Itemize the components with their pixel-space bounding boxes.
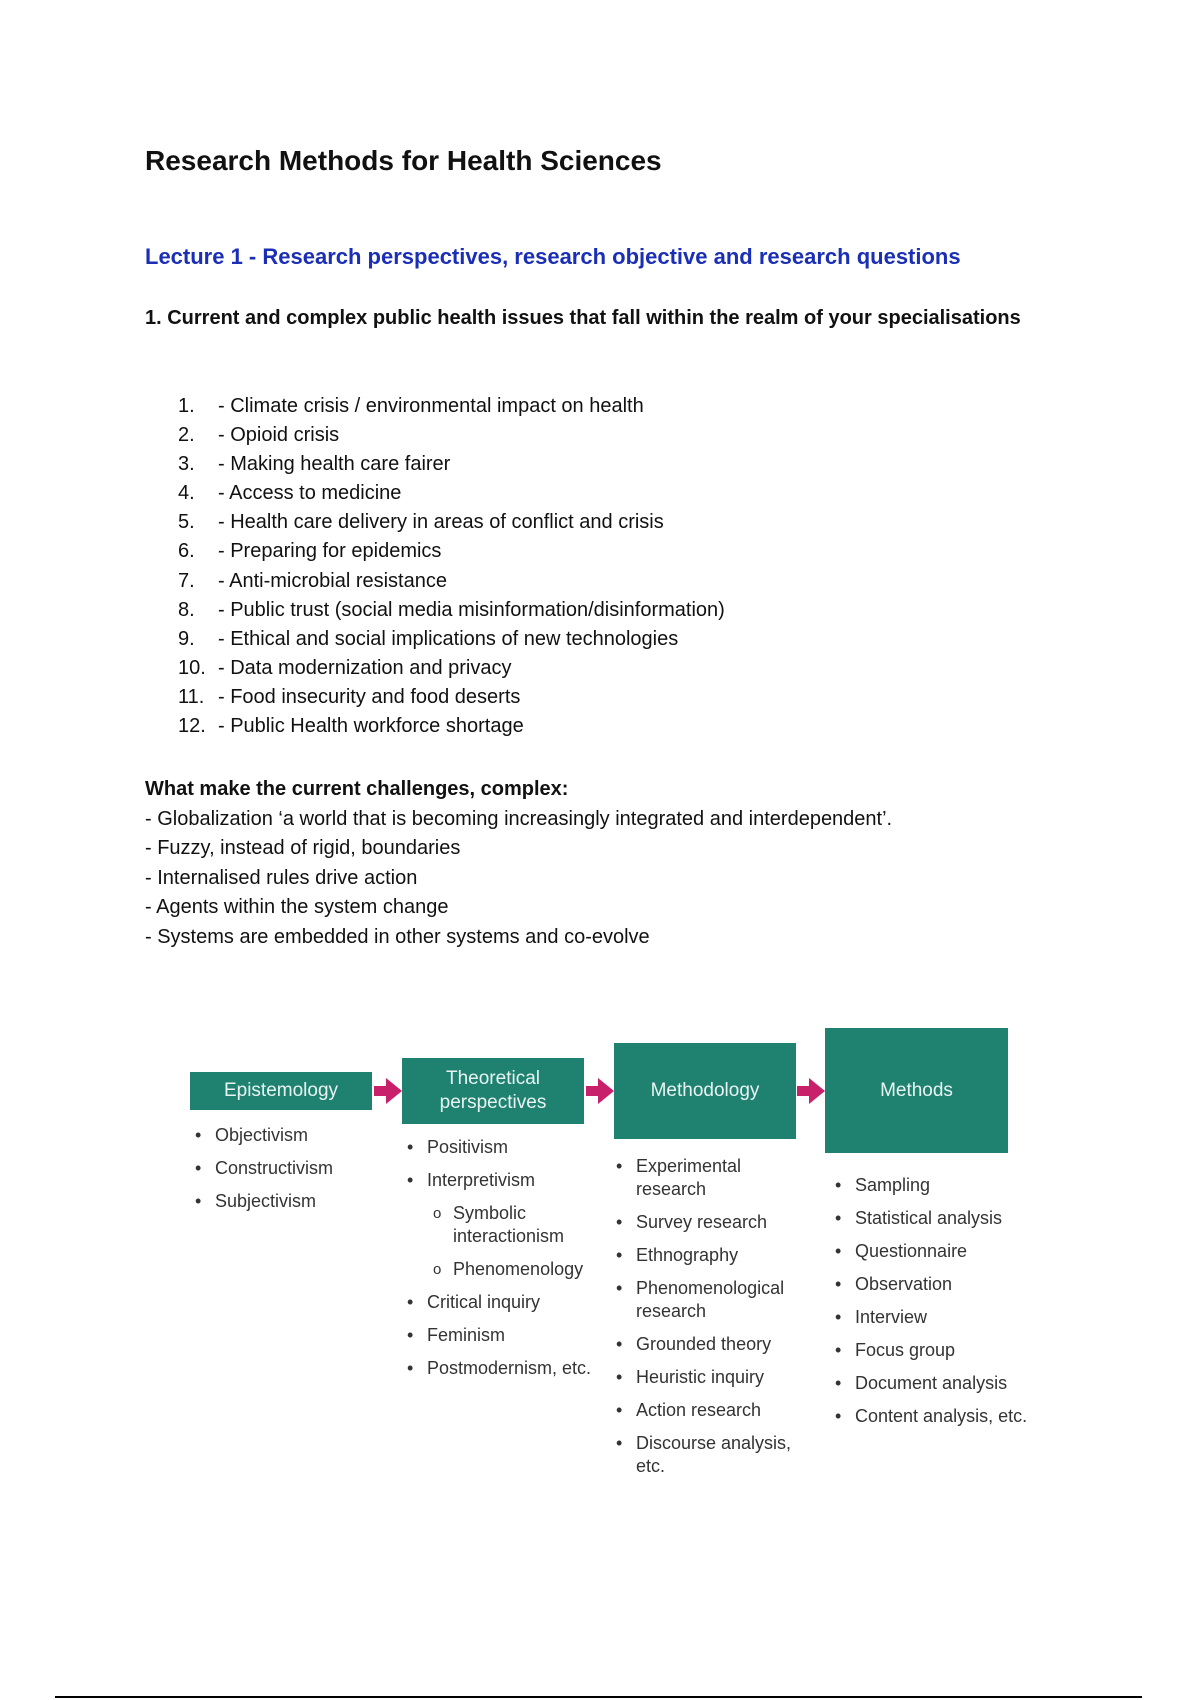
list-item: • Objectivism — [193, 1124, 393, 1147]
list-text: - Making health care fairer — [218, 453, 451, 476]
list-item — [178, 654, 725, 683]
complexity-section — [145, 775, 892, 952]
list-item: • Interpretivism — [405, 1169, 605, 1192]
list-item: • Positivism — [405, 1136, 605, 1159]
list-item: • Questionnaire — [833, 1240, 1033, 1263]
methods-box: Methods — [825, 1028, 1008, 1153]
list-item: • Subjectivism — [193, 1190, 393, 1213]
list-item — [178, 421, 725, 450]
methodology-list — [614, 1155, 814, 1488]
list-item: • Survey research — [614, 1211, 814, 1234]
page-divider — [55, 1696, 1142, 1698]
epistemology-list — [193, 1124, 393, 1223]
list-text: - Opioid crisis — [218, 424, 340, 447]
list-number: 10. — [178, 656, 206, 679]
list-item: • Postmodernism, etc. — [405, 1357, 605, 1380]
list-item — [178, 625, 725, 654]
list-item — [178, 479, 725, 508]
list-text: - Food insecurity and food deserts — [218, 685, 521, 708]
list-item: • Sampling — [833, 1174, 1033, 1197]
list-text: - Data modernization and privacy — [218, 656, 512, 679]
list-item — [178, 392, 725, 421]
list-number: 4. — [178, 482, 195, 505]
complexity-line: - Systems are embedded in other systems and co-evolve — [145, 925, 650, 948]
lecture-heading: Lecture 1 - Research perspectives, research objective and research questions — [145, 244, 961, 269]
list-item: • Document analysis — [833, 1372, 1033, 1395]
list-number: 11. — [178, 685, 205, 708]
list-item: • Grounded theory — [614, 1333, 814, 1356]
list-item — [178, 508, 725, 537]
list-item: • Observation — [833, 1273, 1033, 1296]
list-item — [178, 712, 725, 741]
list-item: • Heuristic inquiry — [614, 1366, 814, 1389]
list-text: - Ethical and social implications of new technologies — [218, 627, 679, 650]
list-number: 9. — [178, 627, 195, 650]
complexity-line: - Internalised rules drive action — [145, 866, 418, 889]
list-number: 6. — [178, 540, 195, 563]
complexity-line: - Agents within the system change — [145, 896, 449, 918]
list-item — [178, 596, 725, 625]
list-number: 8. — [178, 598, 195, 621]
arrow-right-icon — [598, 1078, 614, 1104]
list-text: - Anti-microbial resistance — [218, 569, 447, 592]
list-number: 12. — [178, 715, 206, 738]
list-item: • Feminism — [405, 1324, 605, 1347]
methods-list — [833, 1174, 1033, 1438]
list-item — [178, 683, 725, 712]
list-number: 7. — [178, 569, 195, 592]
complexity-heading: What make the current challenges, complex: — [145, 778, 569, 800]
arrow-right-icon — [386, 1078, 402, 1104]
list-item: • Statistical analysis — [833, 1207, 1033, 1230]
list-item — [178, 567, 725, 596]
section-heading: 1. Current and complex public health issues that fall within the realm of your specialisations — [145, 307, 1021, 329]
theoretical-perspectives-box: Theoretical perspectives — [402, 1058, 584, 1124]
list-item: • Ethnography — [614, 1244, 814, 1267]
list-number: 5. — [178, 511, 195, 534]
list-item: • Content analysis, etc. — [833, 1405, 1033, 1428]
list-item: • Discourse analysis, etc. — [614, 1432, 814, 1478]
list-number: 3. — [178, 453, 195, 476]
methodology-box: Methodology — [614, 1043, 796, 1139]
list-text: - Climate crisis / environmental impact on health — [218, 395, 644, 417]
complexity-line: - Fuzzy, instead of rigid, boundaries — [145, 837, 461, 859]
complexity-line: - Globalization ‘a world that is becoming increasingly integrated and interdependent’. — [145, 807, 893, 830]
list-item: • Constructivism — [193, 1157, 393, 1180]
list-text: - Health care delivery in areas of conflict and crisis — [218, 511, 664, 534]
list-item — [178, 537, 725, 566]
list-item: • Action research — [614, 1399, 814, 1422]
theoretical-perspectives-list — [405, 1136, 605, 1390]
epistemology-box: Epistemology — [190, 1072, 372, 1110]
list-item: • Critical inquiry — [405, 1291, 605, 1314]
list-item: • Experimental research — [614, 1155, 814, 1201]
document-title: Research Methods for Health Sciences — [145, 145, 662, 176]
list-item — [178, 450, 725, 479]
arrow-right-icon — [809, 1078, 825, 1104]
issues-list — [178, 392, 725, 741]
list-text: - Public Health workforce shortage — [218, 715, 524, 738]
list-item: o Phenomenology — [405, 1258, 605, 1281]
list-text: - Preparing for epidemics — [218, 540, 442, 563]
list-number: 1. — [178, 395, 195, 417]
list-item: o Symbolic interactionism — [405, 1202, 605, 1248]
list-number: 2. — [178, 424, 195, 447]
list-item: • Focus group — [833, 1339, 1033, 1362]
list-text: - Access to medicine — [218, 482, 402, 505]
list-text: - Public trust (social media misinformation/disinformation) — [218, 598, 725, 621]
list-item: • Phenomenological research — [614, 1277, 814, 1323]
list-item: • Interview — [833, 1306, 1033, 1329]
